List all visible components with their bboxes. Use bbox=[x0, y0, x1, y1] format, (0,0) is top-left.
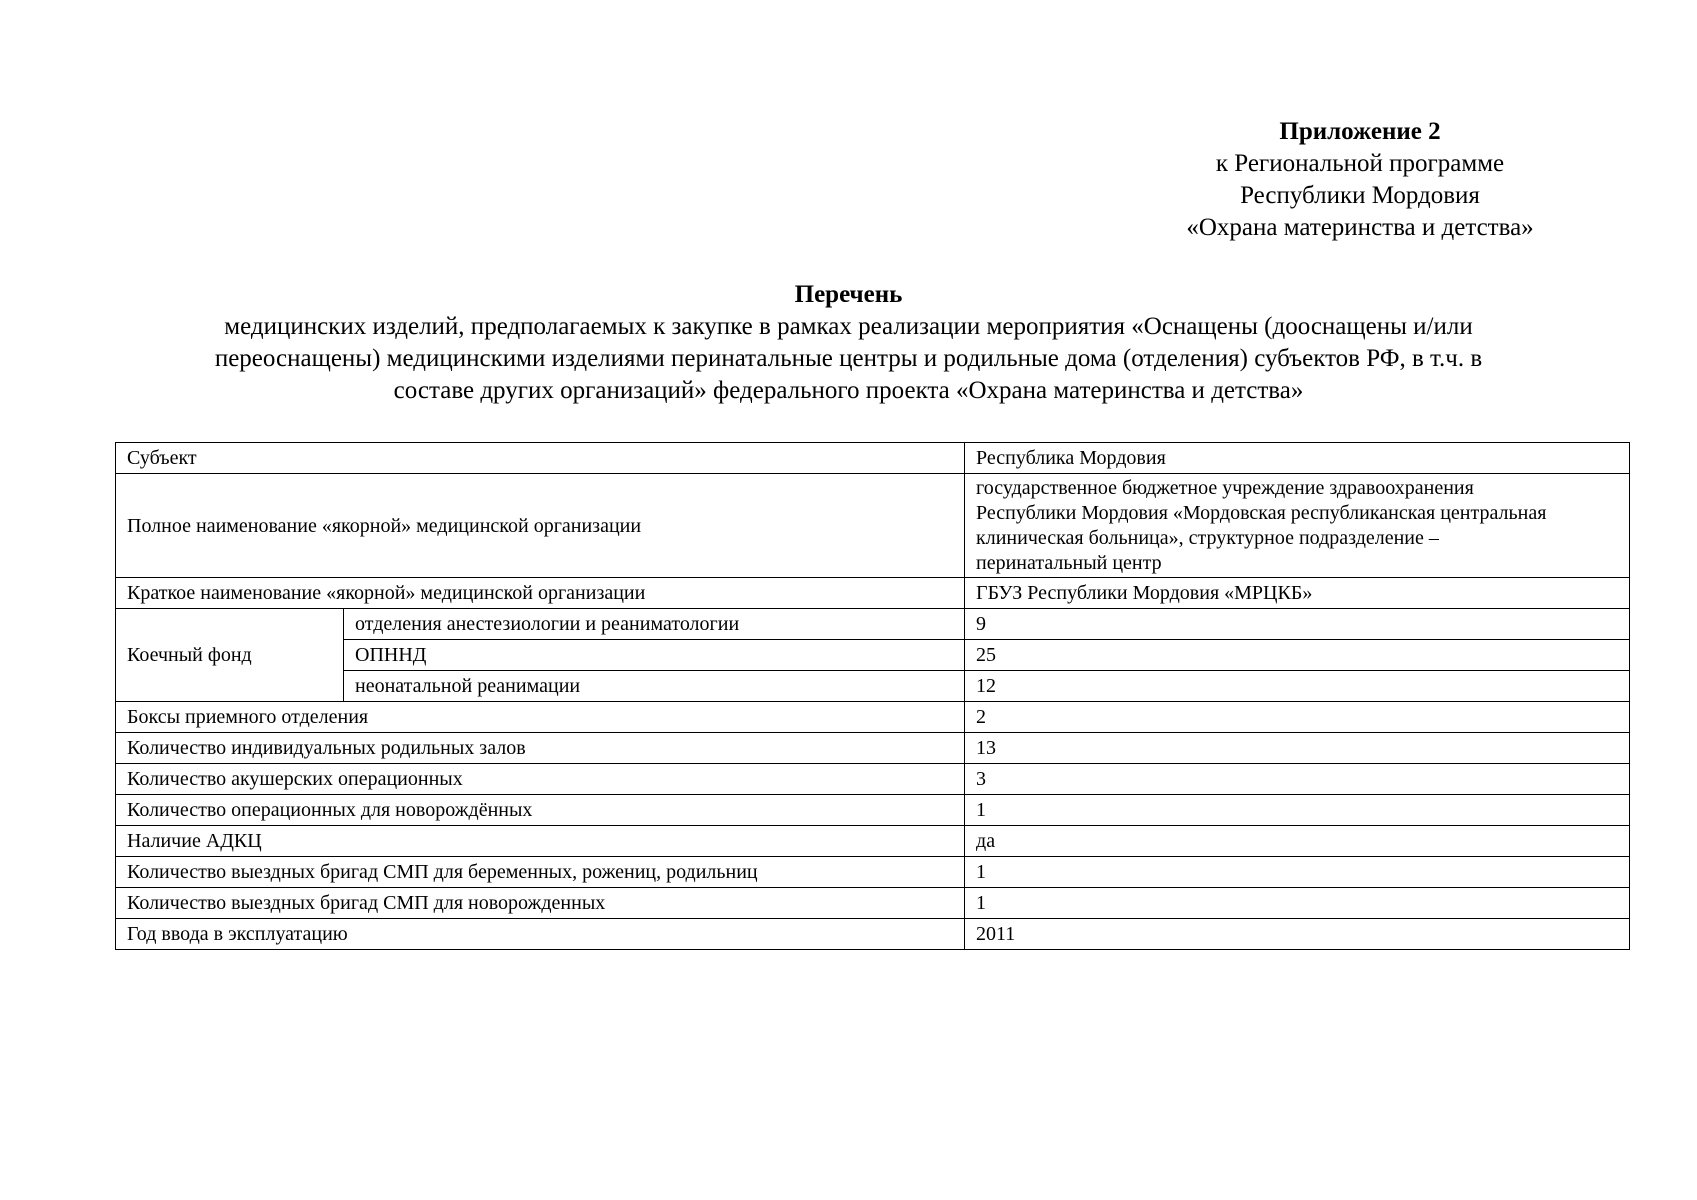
row-value: 13 bbox=[965, 733, 1630, 764]
document-title bbox=[100, 279, 1597, 407]
full-name-value-line: государственное бюджетное учреждение здравоохранения bbox=[976, 477, 1474, 499]
bed-fund-sub-label: отделения анестезиологии и реаниматологии bbox=[344, 609, 965, 640]
subject-label: Субъект bbox=[116, 443, 965, 474]
appendix-line: «Охрана материнства и детства» bbox=[1186, 214, 1534, 241]
row-value: 1 bbox=[965, 857, 1630, 888]
table-row bbox=[116, 857, 1630, 888]
table-row bbox=[116, 443, 1630, 474]
short-name-label: Краткое наименование «якорной» медицинской организации bbox=[116, 578, 965, 609]
table-row bbox=[116, 733, 1630, 764]
row-label: Количество индивидуальных родильных залов bbox=[116, 733, 965, 764]
appendix-title: Приложение 2 bbox=[1279, 118, 1441, 145]
document-subtitle-line: переоснащены) медицинскими изделиями перинатальные центры и родильные дома (отделения) субъектов РФ, в т.ч. в bbox=[214, 345, 1483, 372]
table-row bbox=[116, 795, 1630, 826]
appendix-line: Республики Мордовия bbox=[1240, 182, 1480, 209]
row-value: да bbox=[965, 826, 1630, 857]
full-name-value-line: перинатальный центр bbox=[976, 552, 1162, 574]
row-label: Наличие АДКЦ bbox=[116, 826, 965, 857]
row-label: Боксы приемного отделения bbox=[116, 702, 965, 733]
bed-fund-sub-label: неонатальной реанимации bbox=[344, 671, 965, 702]
bed-fund-sub-label: ОПННД bbox=[344, 640, 965, 671]
document-subtitle-line: медицинских изделий, предполагаемых к закупке в рамках реализации мероприятия «Оснащены (дооснащены и/или bbox=[224, 313, 1473, 340]
row-value: 1 bbox=[965, 795, 1630, 826]
table-row bbox=[116, 826, 1630, 857]
appendix-line: к Региональной программе bbox=[1215, 150, 1505, 177]
subject-value: Республика Мордовия bbox=[965, 443, 1630, 474]
table-row bbox=[116, 764, 1630, 795]
full-name-value-line: клиническая больница», структурное подразделение – bbox=[976, 527, 1439, 549]
row-value: 1 bbox=[965, 888, 1630, 919]
table-row bbox=[116, 919, 1630, 950]
row-value: 3 bbox=[965, 764, 1630, 795]
bed-fund-sub-value: 25 bbox=[965, 640, 1630, 671]
document-heading: Перечень bbox=[794, 281, 903, 308]
bed-fund-sub-value: 9 bbox=[965, 609, 1630, 640]
bed-fund-sub-value: 12 bbox=[965, 671, 1630, 702]
row-value: 2011 bbox=[965, 919, 1630, 950]
bed-fund-label: Коечный фонд bbox=[116, 609, 344, 702]
equipment-table bbox=[115, 442, 1630, 950]
row-label: Количество выездных бригад СМП для новорожденных bbox=[116, 888, 965, 919]
table-row bbox=[116, 671, 1630, 702]
table-row bbox=[116, 702, 1630, 733]
row-label: Количество операционных для новорождённых bbox=[116, 795, 965, 826]
table-row bbox=[116, 474, 1630, 578]
appendix-header bbox=[1140, 116, 1580, 244]
table-row bbox=[116, 578, 1630, 609]
full-name-label: Полное наименование «якорной» медицинской организации bbox=[116, 474, 965, 578]
row-label: Год ввода в эксплуатацию bbox=[116, 919, 965, 950]
full-name-value-line: Республики Мордовия «Мордовская республиканская центральная bbox=[976, 502, 1547, 524]
table-row bbox=[116, 640, 1630, 671]
short-name-value: ГБУЗ Республики Мордовия «МРЦКБ» bbox=[965, 578, 1630, 609]
row-value: 2 bbox=[965, 702, 1630, 733]
row-label: Количество выездных бригад СМП для беременных, рожениц, родильниц bbox=[116, 857, 965, 888]
row-label: Количество акушерских операционных bbox=[116, 764, 965, 795]
document-subtitle-line: составе других организаций» федерального проекта «Охрана материнства и детства» bbox=[393, 377, 1304, 404]
table-row bbox=[116, 888, 1630, 919]
table-row bbox=[116, 609, 1630, 640]
full-name-value bbox=[965, 474, 1630, 578]
